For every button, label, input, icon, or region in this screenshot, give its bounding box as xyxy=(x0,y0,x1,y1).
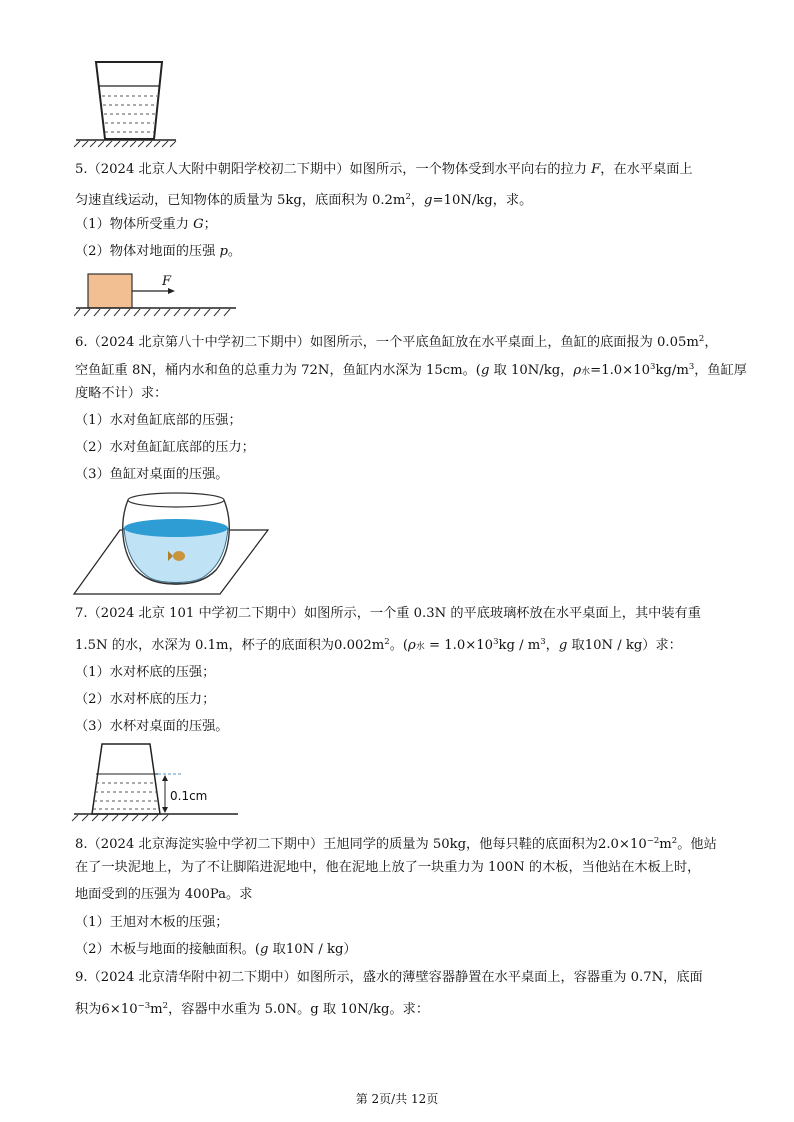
q7-line1: 7.（2024 北京 101 中学初二下期中）如图所示，一个重 0.3N 的平底玻璃杯放在水平桌面上，其中装有重 xyxy=(75,606,701,621)
depth-label: 0.1cm xyxy=(170,789,208,803)
glass-cup-figure xyxy=(70,742,245,822)
q7-sub1: （1）水对杯底的压强； xyxy=(75,665,216,680)
q8-sub2: （2）木板与地面的接触面积。(g 取10N / kg） xyxy=(75,942,357,957)
q6-sub3: （3）鱼缸对桌面的压强。 xyxy=(75,467,229,482)
q6-line1: 6.（2024 北京第八十中学初二下期中）如图所示，一个平底鱼缸放在水平桌面上，鱼缸的底面报为 $0.05m^2$， xyxy=(75,334,718,350)
q7-line2: 1.5N 的水，水深为 0.1m，杯子的底面积为$0.002m^2$。(ρ水 = $1.0\times 10^3kg / m^3$，g 取10N / kg）求： xyxy=(75,637,682,653)
q5-sub2: （2）物体对地面的压强 p。 xyxy=(75,244,242,259)
force-label: F xyxy=(162,274,172,289)
q6-line2: 空鱼缸重 8N，桶内水和鱼的总重力为 72N，鱼缸内水深为 15cm。(g 取 10N/kg，ρ水$=1.0\times 10^3kg/m^3$，鱼缸厚 xyxy=(75,362,747,378)
q7-sub2: （2）水对杯底的压力； xyxy=(75,692,216,707)
page-footer: 第 2页/共 12页 xyxy=(355,1092,439,1106)
q8-sub1: （1）王旭对木板的压强； xyxy=(75,915,229,930)
q8-line1: 8.（2024 北京海淀实验中学初二下期中）王旭同学的质量为 50kg，他每只鞋的底面积为$2.0\times 10^{-2}m^2$。他站 xyxy=(75,836,717,852)
q9-line2: 积为$6\times 10^{-3}m^2$，容器中水重为 5.0N。g 取 10N/kg。求： xyxy=(75,1001,430,1017)
q8-line2: 在了一块泥地上，为了不让脚陷进泥地中，他在泥地上放了一块重力为 100N 的木板，当他站在木板上时， xyxy=(75,860,701,875)
q5-line2: 匀速直线运动，已知物体的质量为 5kg，底面积为 $0.2m^2$，g=10N/kg，求。 xyxy=(75,192,533,208)
q6-sub2: （2）水对鱼缸缸底部的压力； xyxy=(75,440,255,455)
q5-sub1: （1）物体所受重力 G； xyxy=(75,217,217,232)
q8-line3: 地面受到的压强为 400Pa。求 xyxy=(75,887,253,902)
q6-line3: 度略不计）求： xyxy=(75,386,168,401)
q5-line1: 5.（2024 北京人大附中朝阳学校初二下期中）如图所示，一个物体受到水平向右的拉力 F，在水平桌面上 xyxy=(75,162,693,177)
q7-sub3: （3）水杯对桌面的压强。 xyxy=(75,719,229,734)
beaker-figure xyxy=(72,58,182,148)
q6-sub1: （1）水对鱼缸底部的压强； xyxy=(75,413,242,428)
fishbowl-figure xyxy=(70,490,275,598)
q9-line1: 9.（2024 北京清华附中初二下期中）如图所示，盛水的薄壁容器静置在水平桌面上，容器重为 0.7N，底面 xyxy=(75,970,703,985)
block-force-figure xyxy=(74,268,244,322)
